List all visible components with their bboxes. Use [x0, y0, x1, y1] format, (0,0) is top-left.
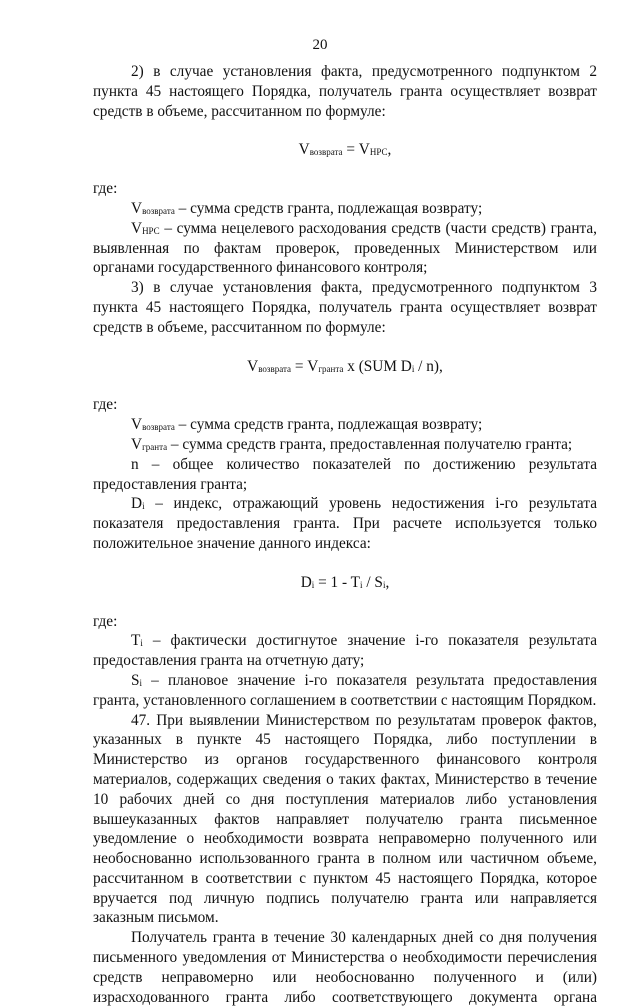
- definition-v-return: $V_{возврата}$ – сумма средств гранта, подлежащая возврату;: [131, 416, 483, 434]
- formula-2: $V_{возврата} = V_{гранта}$ x (SUM $D_i / n$),: [247, 357, 443, 375]
- page-number: 20: [312, 37, 328, 53]
- definition-n: n – общее количество показателей по достижению результата предоставления гранта;: [93, 455, 597, 493]
- formula-1: $V_{возврата} = V_{НРС}$,: [298, 141, 392, 159]
- definition-di: $D_i$ – индекс, отражающий уровень недостижения i-го результата показателя предоставления гранта. При расчете используется только положительное значение данного индекса:: [93, 495, 597, 552]
- definition-ti: $T_i$ – фактически достигнутое значение i-го показателя результата предоставления гранта на отчетную дату;: [93, 632, 597, 670]
- where-label: где:: [93, 180, 118, 198]
- formula-3: $D_i = 1 - T_i / S_i$,: [300, 573, 390, 591]
- definition-v-return: $V_{возврата}$ – сумма средств гранта, подлежащая возврату;: [131, 199, 483, 217]
- definition-v-nrs: $V_{НРС}$ – сумма нецелевого расходования средств (части средств) гранта, выявленная по фактам проверок, проведенных Министерством или органами государственного финансового контроля;: [93, 219, 597, 277]
- definition-v-grant: $V_{гранта}$ – сумма средств гранта, предоставленная получателю гранта;: [131, 435, 573, 453]
- document-body: [93, 62, 597, 1007]
- definition-si: $S_i$ – плановое значение i-го показателя результата предоставления гранта, установленного соглашением в соответствии с настоящим Порядком.: [93, 671, 597, 709]
- paragraph-recipient: Получатель гранта в течение 30 календарных дней со дня получения письменного уведомления от Министерства о необходимости перечисления средств неправомерно или необоснованно полученного и (или) израсходованного гранта либо соответствующего документа органа: [93, 929, 597, 1006]
- paragraph-47: 47. При выявлении Министерством по результатам проверок фактов, указанных в пункте 45 настоящего Порядка, либо поступлении в Министерство из органов государственного финансового контроля материалов, содержащих сведения о таких фактах, Министерство в течение 10 рабочих дней со дня поступления материалов либо установления вышеуказанных фактов направляет получателю гранта письменное уведомление о необходимости возврата неправомерно полученного или необоснованно использованного гранта в полном или частичном объеме, рассчитанном в соответствии с пунктом 45 настоящего Порядка, которое вручается под личную подпись получателю гранта или направляется заказным письмом.: [93, 711, 597, 927]
- paragraph-item-3: 3) в случае установления факта, предусмотренного подпунктом 3 пункта 45 настоящего Порядка, получатель гранта осуществляет возврат средств в объеме, рассчитанном по формуле:: [93, 279, 597, 336]
- where-label: где:: [93, 612, 118, 630]
- where-label: где:: [93, 396, 118, 414]
- paragraph-item-2: 2) в случае установления факта, предусмотренного подпунктом 2 пункта 45 настоящего Порядка, получатель гранта осуществляет возврат средств в объеме, рассчитанном по формуле:: [93, 63, 597, 120]
